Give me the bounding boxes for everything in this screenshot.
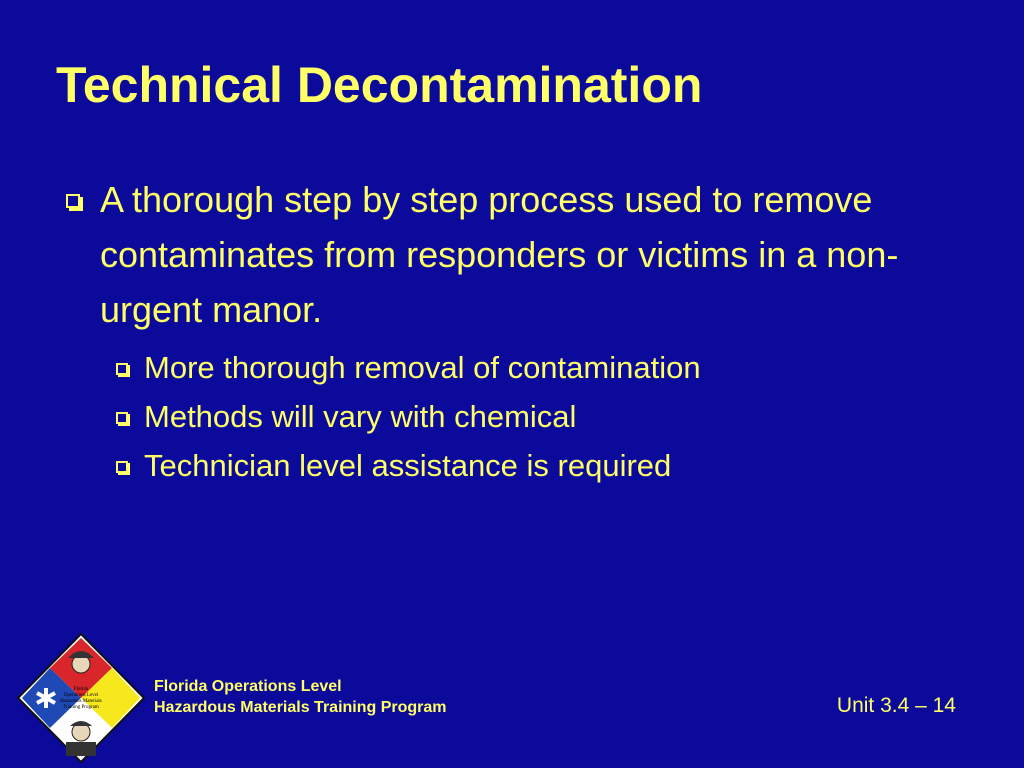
sub-bullet-text: More thorough removal of contamination (144, 350, 701, 385)
hazmat-diamond-logo (16, 632, 146, 764)
main-bullet (64, 172, 964, 337)
footer-program (154, 676, 447, 718)
footer-line2: Hazardous Materials Training Program (154, 699, 447, 716)
unit-label: Unit 3.4 – 14 (836, 694, 956, 717)
sub-bullet-text: Technician level assistance is required (144, 448, 672, 483)
main-bullet-text: A thorough step by step process used to remove contaminates from responders or victims in a non-urgent manor. (100, 179, 899, 330)
footer-line1: Florida Operations Level (154, 678, 342, 695)
bullet-square-icon (116, 461, 128, 473)
bullet-square-icon (66, 194, 80, 208)
logo-text: Hazardous Materials (60, 699, 102, 704)
sub-bullet (116, 399, 964, 435)
bullet-square-icon (116, 412, 128, 424)
slide-title: Technical Decontamination (56, 57, 703, 113)
sub-bullet (116, 448, 964, 484)
bullet-square-icon (116, 363, 128, 375)
logo-text: Florida (73, 687, 89, 692)
sub-bullet-text: Methods will vary with chemical (144, 399, 577, 434)
logo-text: Training Program (63, 705, 99, 710)
bullet-list (64, 172, 964, 484)
logo-text: Operations Level (63, 693, 99, 698)
sub-bullet (116, 350, 964, 386)
